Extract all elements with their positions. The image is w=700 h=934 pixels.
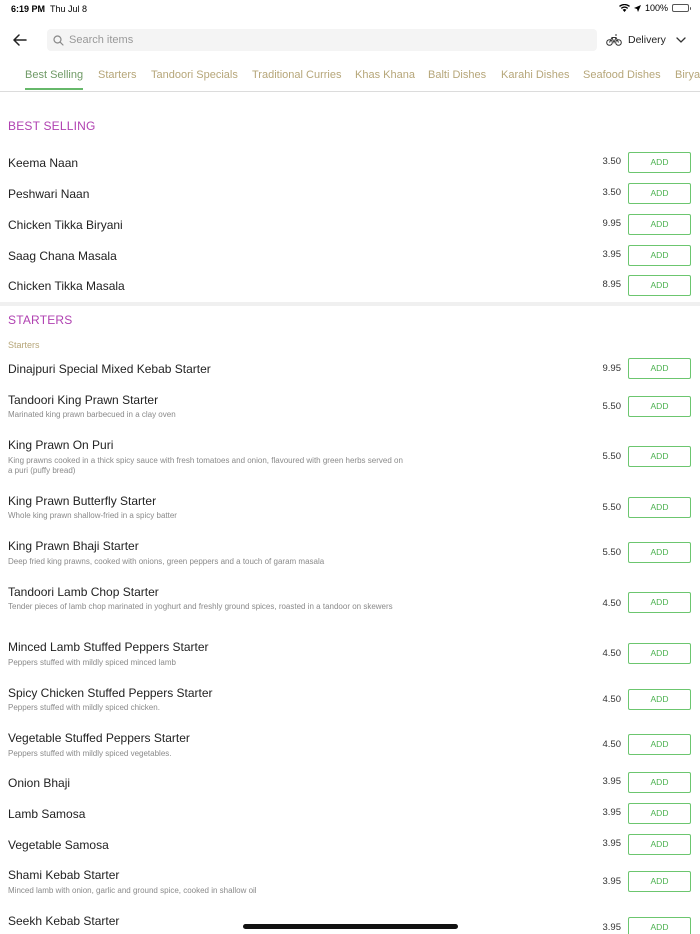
status-bar xyxy=(0,0,700,18)
item-price: 4.50 xyxy=(602,598,621,609)
status-date: Thu Jul 8 xyxy=(50,4,88,14)
item-name: Chicken Tikka Biryani xyxy=(8,218,123,232)
item-name: Tandoori Lamb Chop Starter xyxy=(8,585,159,599)
item-name: Vegetable Stuffed Peppers Starter xyxy=(8,731,190,745)
item-name: Minced Lamb Stuffed Peppers Starter xyxy=(8,640,209,654)
item-description: Peppers stuffed with mildly spiced minced lamb xyxy=(8,658,176,667)
add-button[interactable]: ADD xyxy=(628,871,691,892)
item-name: Lamb Samosa xyxy=(8,807,86,821)
item-price: 4.50 xyxy=(602,739,621,750)
item-name: Spicy Chicken Stuffed Peppers Starter xyxy=(8,686,213,700)
add-button[interactable]: ADD xyxy=(628,734,691,755)
search-input[interactable] xyxy=(69,34,569,46)
item-price: 5.50 xyxy=(602,502,621,513)
back-arrow-icon xyxy=(13,34,27,46)
wifi-icon xyxy=(619,4,630,12)
item-description: King prawns cooked in a thick spicy sauce with fresh tomatoes and onion, flavoured with green herbs served on a puri (puffy bread) xyxy=(8,456,403,475)
add-button[interactable]: ADD xyxy=(628,358,691,379)
section-divider xyxy=(0,302,700,306)
tab-khas-khana[interactable]: Khas Khana xyxy=(355,69,415,81)
tab-traditional-curries[interactable]: Traditional Curries xyxy=(252,69,342,81)
add-button[interactable]: ADD xyxy=(628,689,691,710)
section-title-best-selling: BEST SELLING xyxy=(8,119,96,133)
item-price: 5.50 xyxy=(602,451,621,462)
tab-karahi-dishes[interactable]: Karahi Dishes xyxy=(501,69,570,81)
item-name: Keema Naan xyxy=(8,156,79,170)
item-name: Peshwari Naan xyxy=(8,187,90,201)
tab-best-selling[interactable]: Best Selling xyxy=(25,69,83,90)
item-description: Deep fried king prawns, cooked with onions, green peppers and a touch of garam masala xyxy=(8,557,325,566)
item-name: Chicken Tikka Masala xyxy=(8,279,125,293)
item-price: 5.50 xyxy=(602,547,621,558)
add-button[interactable]: ADD xyxy=(628,396,691,417)
add-button[interactable]: ADD xyxy=(628,245,691,266)
item-name: Saag Chana Masala xyxy=(8,249,117,263)
delivery-mode-select[interactable] xyxy=(606,29,686,51)
status-indicators xyxy=(619,3,689,13)
item-price: 3.95 xyxy=(602,249,621,260)
status-time: 6:19 PM xyxy=(11,4,46,14)
add-button[interactable]: ADD xyxy=(628,643,691,664)
item-price: 4.50 xyxy=(602,694,621,705)
tab-balti-dishes[interactable]: Balti Dishes xyxy=(428,69,487,81)
add-button[interactable]: ADD xyxy=(628,772,691,793)
battery-percent: 100% xyxy=(644,3,668,13)
item-description: Tender pieces of lamb chop marinated in yoghurt and freshly ground spices, roasted in a tandoor on skewers xyxy=(8,602,393,611)
tab-starters[interactable]: Starters xyxy=(98,69,137,81)
item-price: 3.95 xyxy=(602,876,621,887)
add-button[interactable]: ADD xyxy=(628,152,691,173)
delivery-label: Delivery xyxy=(628,34,666,46)
item-price: 4.50 xyxy=(602,648,621,659)
item-price: 9.95 xyxy=(602,218,621,229)
add-button[interactable]: ADD xyxy=(628,917,691,934)
item-name: Onion Bhaji xyxy=(8,776,71,790)
item-price: 5.50 xyxy=(602,401,621,412)
item-price: 3.95 xyxy=(602,807,621,818)
battery-icon xyxy=(672,4,689,12)
item-name: Shami Kebab Starter xyxy=(8,868,120,882)
add-button[interactable]: ADD xyxy=(628,834,691,855)
tab-tandoori-specials[interactable]: Tandoori Specials xyxy=(151,69,238,81)
subsection-label-starters: Starters xyxy=(8,340,40,350)
location-arrow-icon xyxy=(634,5,641,12)
back-button[interactable] xyxy=(9,29,31,51)
item-price: 8.95 xyxy=(602,279,621,290)
chevron-down-icon xyxy=(676,37,686,43)
item-description: Marinated king prawn barbecued in a clay oven xyxy=(8,410,176,419)
item-name: Tandoori King Prawn Starter xyxy=(8,393,159,407)
bicycle-icon xyxy=(606,34,622,46)
section-title-starters: STARTERS xyxy=(8,313,73,327)
item-price: 3.50 xyxy=(602,187,621,198)
search-icon xyxy=(53,35,64,46)
add-button[interactable]: ADD xyxy=(628,446,691,467)
item-name: King Prawn Butterfly Starter xyxy=(8,494,157,508)
add-button[interactable]: ADD xyxy=(628,183,691,204)
item-name: King Prawn Bhaji Starter xyxy=(8,539,139,553)
add-button[interactable]: ADD xyxy=(628,497,691,518)
item-description: Whole king prawn shallow-fried in a spicy batter xyxy=(8,511,177,520)
item-price: 3.95 xyxy=(602,922,621,933)
item-price: 3.95 xyxy=(602,776,621,787)
top-bar xyxy=(0,22,700,58)
item-name: King Prawn On Puri xyxy=(8,438,114,452)
item-price: 3.95 xyxy=(602,838,621,849)
search-box[interactable] xyxy=(47,29,597,51)
item-price: 3.50 xyxy=(602,156,621,167)
add-button[interactable]: ADD xyxy=(628,592,691,613)
item-name: Vegetable Samosa xyxy=(8,838,109,852)
tab-seafood-dishes[interactable]: Seafood Dishes xyxy=(583,69,661,81)
item-description: Minced lamb with onion, garlic and ground spice, cooked in shallow oil xyxy=(8,886,257,895)
item-name: Dinajpuri Special Mixed Kebab Starter xyxy=(8,362,211,376)
add-button[interactable]: ADD xyxy=(628,803,691,824)
item-price: 9.95 xyxy=(602,363,621,374)
home-indicator xyxy=(243,924,458,929)
add-button[interactable]: ADD xyxy=(628,542,691,563)
item-description: Peppers stuffed with mildly spiced vegetables. xyxy=(8,749,172,758)
add-button[interactable]: ADD xyxy=(628,214,691,235)
tab-biryani[interactable]: Birya xyxy=(675,69,700,81)
item-description: Peppers stuffed with mildly spiced chicken. xyxy=(8,703,160,712)
add-button[interactable]: ADD xyxy=(628,275,691,296)
category-tabs xyxy=(0,62,700,92)
item-name: Seekh Kebab Starter xyxy=(8,914,120,928)
